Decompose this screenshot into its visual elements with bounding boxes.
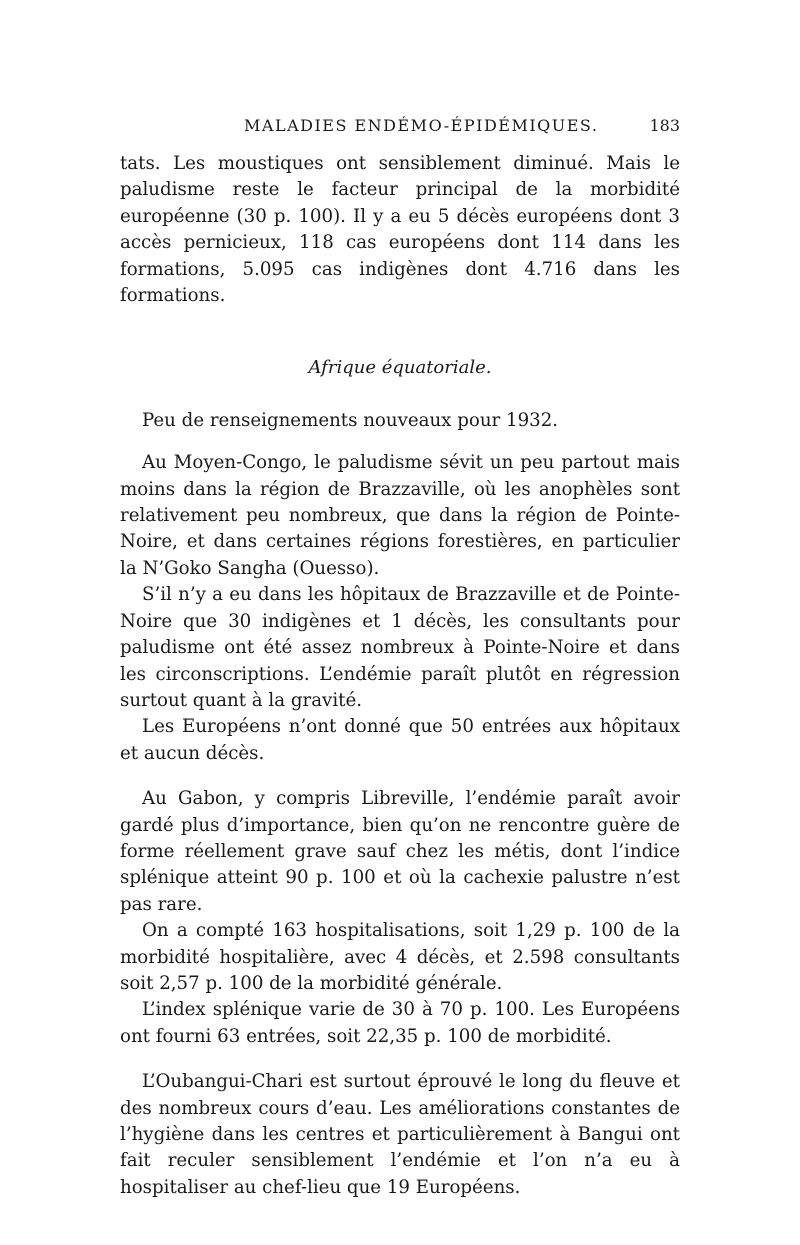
page-body <box>120 151 680 1201</box>
paragraph-hopitaux: S’il n’y a eu dans les hôpitaux de Brazzaville et de Pointe-Noire que 30 indigènes et 1 décès, les consultants pour paludisme ont été assez nombreux à Pointe-Noire et dans les circonscriptions. L’endémie paraît plutôt en régression surtout quant à la gravité. <box>120 584 680 711</box>
paragraph-moyen-congo: Au Moyen-Congo, le paludisme sévit un peu partout mais moins dans la région de Brazzaville, où les anophèles sont relativement peu nombreux, que dans la région de Pointe-Noire, et dans certaines régions forestières, en particulier la N’Goko Sangha (Ouesso). <box>120 452 680 579</box>
running-title: MALADIES ENDÉMO-ÉPIDÉMIQUES. <box>244 116 599 135</box>
running-head <box>120 116 680 140</box>
paragraph-oubangui-chari: L’Oubangui-Chari est surtout éprouvé le long du fleuve et des nombreux cours d’eau. Les améliorations constantes de l’hygiène dans les centres et particulièrement à Bangui ont fait reculer sensiblement l’endémie et l’on n’a eu à hospitaliser au chef-lieu que 19 Européens. <box>120 1071 680 1198</box>
paragraph-intro: Peu de renseignements nouveaux pour 1932. <box>142 409 559 431</box>
paragraph-gabon: Au Gabon, y compris Libreville, l’endémie paraît avoir gardé plus d’importance, bien qu’on ne rencontre guère de forme réellement grave sauf chez les métis, dont l’indice splénique atteint 90 p. 100 et où la cachexie palustre n’est pas rare. <box>120 788 680 915</box>
paragraph-europeens: Les Européens n’ont donné que 50 entrées aux hôpitaux et aucun décès. <box>120 716 680 764</box>
page-number: 183 <box>649 116 680 135</box>
paragraph-hospitalisations: On a compté 163 hospitalisations, soit 1,29 p. 100 de la morbidité hospitalière, avec 4 décès, et 2.598 consultants soit 2,57 p. 100 de la morbidité générale. <box>120 920 680 994</box>
paragraph-index-splenique: L’index splénique varie de 30 à 70 p. 100. Les Européens ont fourni 63 entrées, soit 22,35 p. 100 de morbidité. <box>120 999 680 1047</box>
paragraph-continuation: tats. Les moustiques ont sensiblement diminué. Mais le paludisme reste le facteur principal de la morbidité européenne (30 p. 100). Il y a eu 5 décès européens dont 3 accès pernicieux, 118 cas européens dont 114 dans les formations, 5.095 cas indigènes dont 4.716 dans les formations. <box>120 153 680 307</box>
section-title: Afrique équatoriale. <box>308 357 492 379</box>
